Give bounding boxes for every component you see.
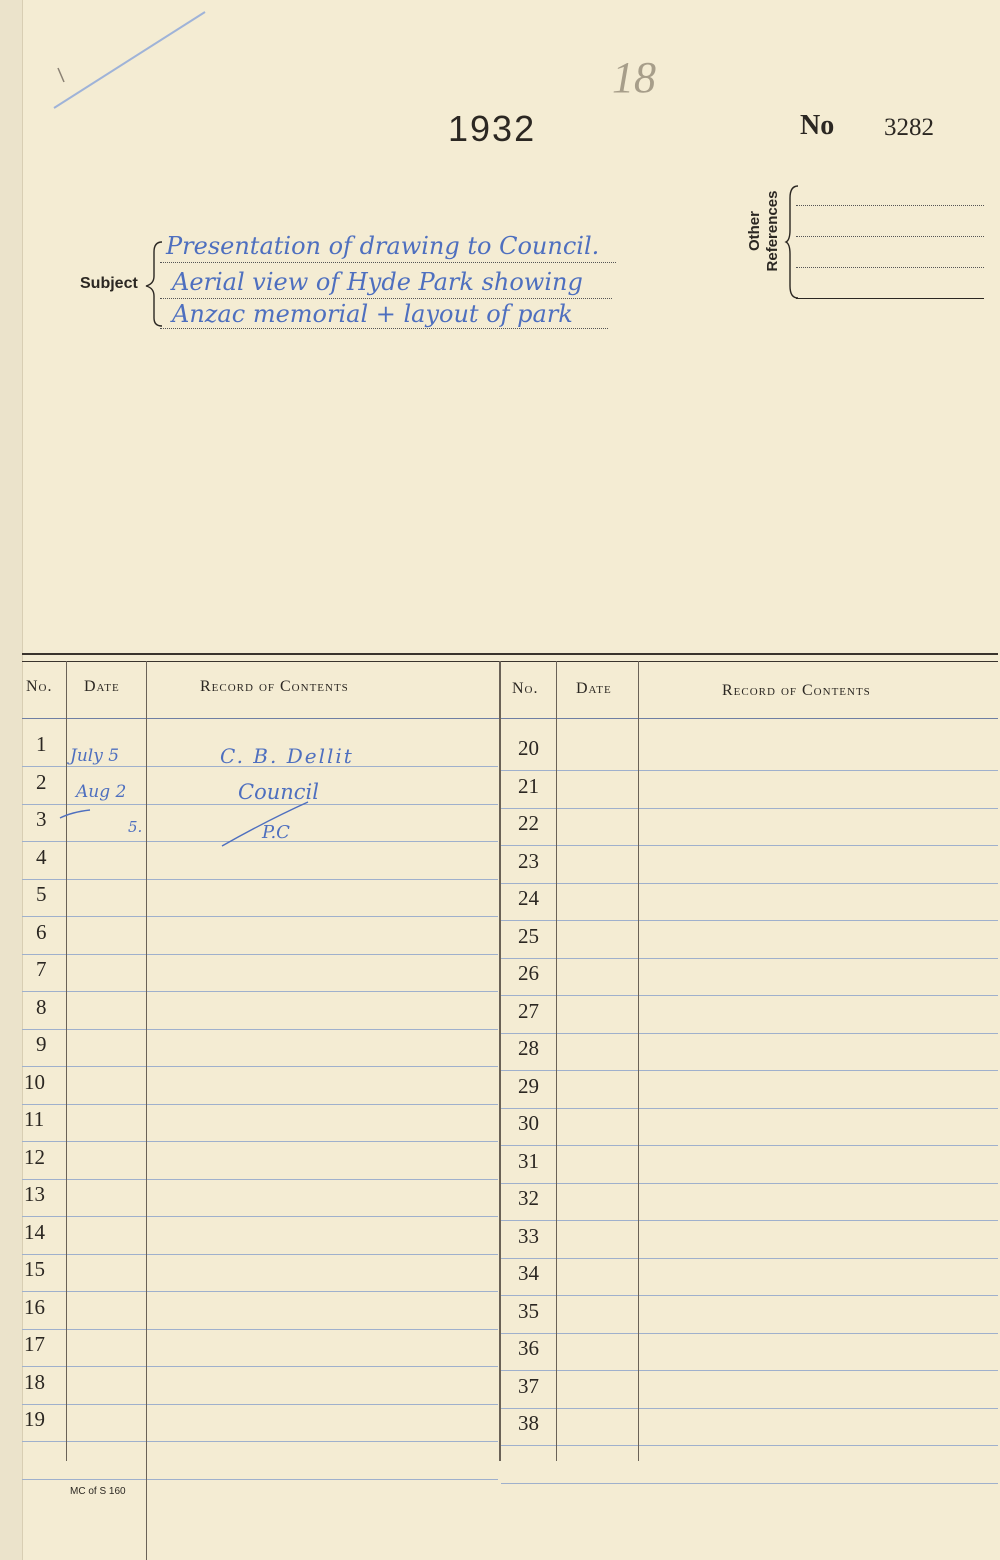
ruled-line-left — [22, 1479, 498, 1480]
ruled-line-right — [501, 1445, 998, 1446]
ruled-line-right — [501, 1145, 998, 1146]
row-number-right: 27 — [518, 999, 539, 1023]
table-top-rule — [22, 653, 998, 655]
row-number-left: 9 — [36, 1032, 47, 1056]
subject-line — [160, 262, 616, 263]
row-number-left: 8 — [36, 995, 47, 1019]
reference-line — [796, 205, 984, 206]
header-date-right: Date — [576, 680, 612, 697]
ruled-line-right — [501, 1108, 998, 1109]
ruled-line-right — [501, 1258, 998, 1259]
ruled-line-left — [22, 991, 498, 992]
row-number-left: 17 — [24, 1332, 45, 1356]
row-number-right: 24 — [518, 886, 539, 910]
ruled-line-left — [22, 1404, 498, 1405]
row-number-left: 2 — [36, 770, 47, 794]
subject-brace — [144, 240, 166, 328]
ruled-line-right — [501, 958, 998, 959]
ruled-line-right — [501, 1183, 998, 1184]
ruled-line-left — [22, 1104, 498, 1105]
subject-label: Subject — [80, 275, 138, 292]
entry-record: P.C — [262, 822, 290, 843]
binding-strip — [0, 0, 23, 1560]
other-references-label: Other References — [746, 190, 781, 272]
reference-line — [796, 267, 984, 268]
row-number-left: 13 — [24, 1182, 45, 1206]
entry-date: 5. — [128, 818, 143, 836]
row-number-left: 10 — [24, 1070, 45, 1094]
row-number-left: 19 — [24, 1407, 45, 1431]
table-top-rule-inner — [22, 661, 998, 662]
row-number-right: 36 — [518, 1336, 539, 1360]
row-number-right: 29 — [518, 1074, 539, 1098]
ruled-line-right — [501, 1070, 998, 1071]
header-record-right: Record of Contents — [722, 682, 871, 699]
handwritten-strokes — [58, 790, 378, 850]
row-number-right: 23 — [518, 849, 539, 873]
subject-line-1-handwritten: Presentation of drawing to Council. — [166, 232, 600, 260]
ruled-line-left — [22, 1066, 498, 1067]
ruled-line-right — [501, 1483, 998, 1484]
ruled-line-left — [22, 1291, 498, 1292]
row-number-right: 28 — [518, 1036, 539, 1060]
row-number-left: 3 — [36, 807, 47, 831]
row-number-left: 7 — [36, 957, 47, 981]
ruled-line-right — [501, 920, 998, 921]
ruled-line-right — [501, 1408, 998, 1409]
ruled-line-left — [22, 916, 498, 917]
row-number-left: 11 — [24, 1107, 45, 1131]
ruled-line-right — [501, 995, 998, 996]
entry-record: Council — [238, 780, 319, 804]
ruled-line-left — [22, 1329, 498, 1330]
ruled-line-left — [22, 1179, 498, 1180]
ruled-line-right — [501, 1220, 998, 1221]
row-number-left: 15 — [24, 1257, 45, 1281]
ruled-line-right — [501, 1295, 998, 1296]
header-record-left: Record of Contents — [200, 678, 349, 695]
ruled-line-left — [22, 1216, 498, 1217]
row-number-left: 14 — [24, 1220, 45, 1244]
subject-line-2-handwritten: Aerial view of Hyde Park showing — [172, 268, 583, 296]
ruled-line-left — [22, 1441, 498, 1442]
row-number-right: 34 — [518, 1261, 539, 1285]
ruled-line-right — [501, 1033, 998, 1034]
row-number-right: 30 — [518, 1111, 539, 1135]
row-number-right: 37 — [518, 1374, 539, 1398]
row-number-right: 31 — [518, 1149, 539, 1173]
ruled-line-left — [22, 1141, 498, 1142]
column-divider — [638, 661, 639, 1461]
ruled-line-right — [501, 808, 998, 809]
entry-record: C. B. Dellit — [220, 744, 354, 768]
subject-line — [160, 328, 608, 329]
row-number-right: 20 — [518, 736, 539, 760]
header-no-right: No. — [512, 680, 539, 697]
row-number-left: 12 — [24, 1145, 45, 1169]
row-number-left: 16 — [24, 1295, 45, 1319]
column-divider-center — [499, 661, 501, 1461]
other-references-brace — [784, 184, 804, 300]
row-number-right: 25 — [518, 924, 539, 948]
ruled-line-right — [501, 770, 998, 771]
row-number-right: 33 — [518, 1224, 539, 1248]
ruled-line-right — [501, 1333, 998, 1334]
reference-line — [796, 236, 984, 237]
row-number-right: 22 — [518, 811, 539, 835]
ruled-line-left — [22, 1366, 498, 1367]
row-number-right: 26 — [518, 961, 539, 985]
column-divider — [556, 661, 557, 1461]
column-divider — [66, 661, 67, 1461]
ruled-line-left — [22, 954, 498, 955]
row-number-left: 5 — [36, 882, 47, 906]
subject-line — [160, 298, 612, 299]
row-number-right: 38 — [518, 1411, 539, 1435]
form-code: MC of S 160 — [70, 1486, 126, 1497]
ruled-line-left — [22, 1029, 498, 1030]
ruled-line-right — [501, 883, 998, 884]
pencil-strike-mark — [50, 8, 210, 118]
row-number-right: 21 — [518, 774, 539, 798]
row-number-right: 32 — [518, 1186, 539, 1210]
header-date-left: Date — [84, 678, 120, 695]
ruled-line-left — [22, 1254, 498, 1255]
ruled-line-right — [501, 1370, 998, 1371]
entry-date: Aug 2 — [76, 782, 127, 802]
entry-date: July 5 — [70, 746, 120, 766]
subject-line-3-handwritten: Anzac memorial + layout of park — [172, 300, 573, 328]
header-underline — [22, 718, 998, 719]
number-symbol: No — [800, 110, 835, 141]
header-no-left: No. — [26, 678, 53, 695]
ruled-line-right — [501, 845, 998, 846]
row-number-left: 4 — [36, 845, 47, 869]
ruled-line-left — [22, 879, 498, 880]
year-heading: 1932 — [448, 108, 537, 149]
row-number-right: 35 — [518, 1299, 539, 1323]
pencil-folio-number: 18 — [612, 53, 656, 102]
file-number: 3282 — [884, 114, 934, 141]
reference-line — [796, 298, 984, 299]
row-number-left: 6 — [36, 920, 47, 944]
row-number-left: 18 — [24, 1370, 45, 1394]
row-number-left: 1 — [36, 732, 47, 756]
